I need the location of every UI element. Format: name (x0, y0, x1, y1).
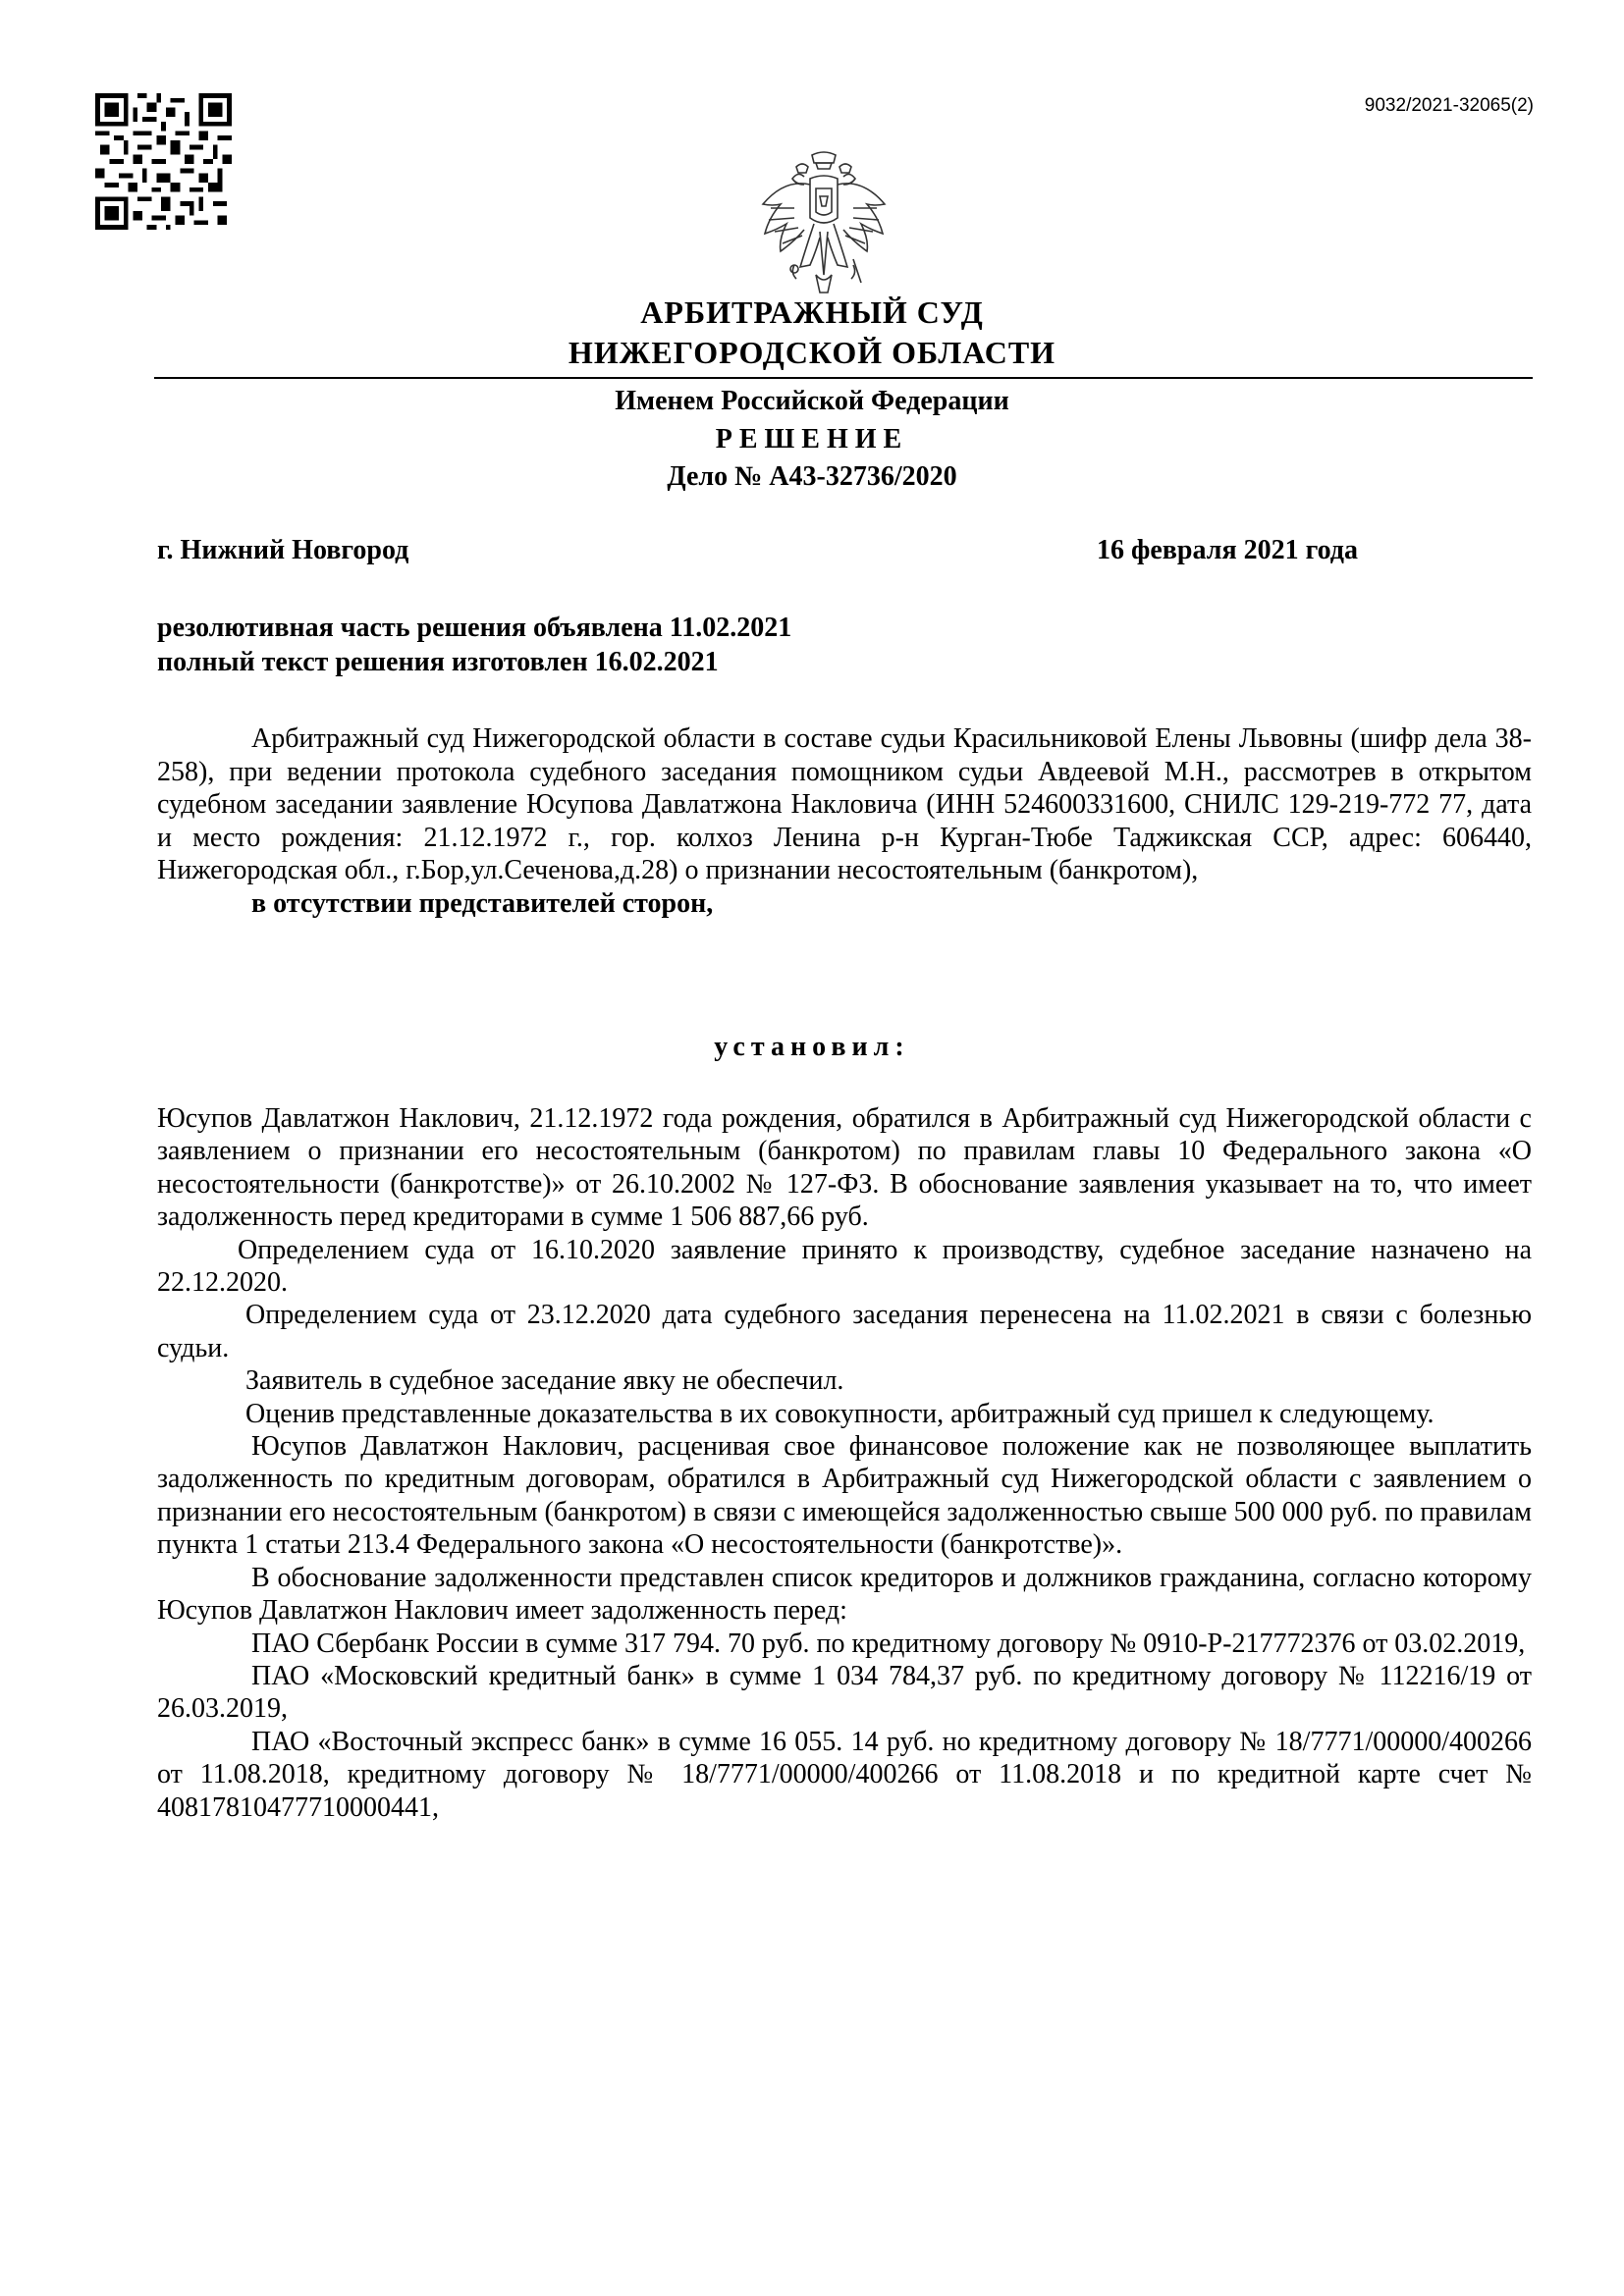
case-number: Дело № А43-32736/2020 (667, 461, 957, 492)
full-text-note: полный текст решения изготовлен 16.02.2021 (157, 647, 719, 677)
document-id: 9032/2021-32065(2) (1364, 95, 1534, 116)
main-body (157, 1102, 1532, 1824)
intro-block (157, 722, 1532, 921)
body-paragraph: Определением суда от 23.12.2020 дата судебного заседания перенесена на 11.02.2021 в связи с болезнью судьи. (157, 1300, 1532, 1363)
body-paragraph: Юсупов Давлатжон Наклович, расценивая свое финансовое положение как не позволяющее выплатить задолженность по кредитным договорам, обратился в Арбитражный суд Нижегородской области с заявлением о признании его несостоятельным (банкротом) в связи с имеющейся задолженностью свыше 500 000 руб. по правилам пункта 1 статьи 213.4 Федерального закона «О несостоятельности (банкротстве)». (157, 1431, 1532, 1561)
body-paragraph: ПАО «Восточный экспресс банк» в сумме 16 055. 14 руб. но кредитному договору № 18/7771/00000/400266 от 11.08.2018, кредитному договору № 18/7771/00000/400266 от 11.08.2018 и по кредитной карте счет № 40817810477710000441, (157, 1726, 1532, 1823)
decision-date: 16 февраля 2021 года (1097, 535, 1358, 565)
section-title: установил: (714, 1032, 910, 1062)
court-name-line-1: АРБИТРАЖНЫЙ СУД (640, 294, 984, 330)
body-paragraph: Юсупов Давлатжон Наклович, 21.12.1972 года рождения, обратился в Арбитражный суд Нижегородской области с заявлением о признании его несостоятельным (банкротом) по правилам главы 10 Федерального закона «О несостоятельности (банкротстве)» от 26.10.2002 № 127-ФЗ. В обоснование заявления указывает на то, что имеет задолженность перед кредиторами в сумме 1 506 887,66 руб. (157, 1103, 1532, 1233)
russian-coat-of-arms-icon (754, 149, 893, 296)
body-paragraph: Определением суда от 16.10.2020 заявление принято к производству, судебное заседание назначено на 22.12.2020. (157, 1234, 1532, 1299)
decision-place: г. Нижний Новгород (157, 535, 409, 565)
absence-paragraph: в отсутствии представителей сторон, (251, 887, 714, 919)
qr-code-icon (95, 93, 232, 230)
body-paragraph: ПАО «Московский кредитный банк» в сумме 1 034 784,37 руб. по кредитному договору № 112216/19 от 26.03.2019, (157, 1660, 1532, 1725)
body-paragraph: ПАО Сбербанк России в сумме 317 794. 70 руб. по кредитному договору № 0910-Р-217772376 от 03.02.2019, (251, 1628, 1526, 1659)
body-paragraph: Оценив представленные доказательства в их совокупности, арбитражный суд пришел к следующему. (245, 1398, 1435, 1429)
decision-heading: РЕШЕНИЕ (715, 424, 909, 454)
operative-part-note: резолютивная часть решения объявлена 11.02.2021 (157, 613, 792, 643)
court-name-line-2: НИЖЕГОРОДСКОЙ ОБЛАСТИ (568, 335, 1056, 370)
federation-heading: Именем Российской Федерации (615, 386, 1009, 416)
header-divider (154, 377, 1533, 379)
body-paragraph: Заявитель в судебное заседание явку не обеспечил. (245, 1365, 844, 1397)
intro-paragraph: Арбитражный суд Нижегородской области в составе судьи Красильниковой Елены Львовны (шифр дела 38-258), при ведении протокола судебного заседания помощником судьи Авдеевой М.Н., рассмотрев в открытом судебном заседании заявление Юсупова Давлатжона Накловича (ИНН 524600331600, СНИЛС 129-219-772 77, дата и место рождения: 21.12.1972 г., гор. колхоз Ленина р-н Курган-Тюбе Таджикская ССР, адрес: 606440, Нижегородская обл., г.Бор,ул.Сеченова,д.28) о признании несостоятельным (банкротом), (157, 723, 1532, 886)
body-paragraph: В обоснование задолженности представлен список кредиторов и должников гражданина, согласно которому Юсупов Давлатжон Наклович имеет задолженность перед: (157, 1562, 1532, 1627)
